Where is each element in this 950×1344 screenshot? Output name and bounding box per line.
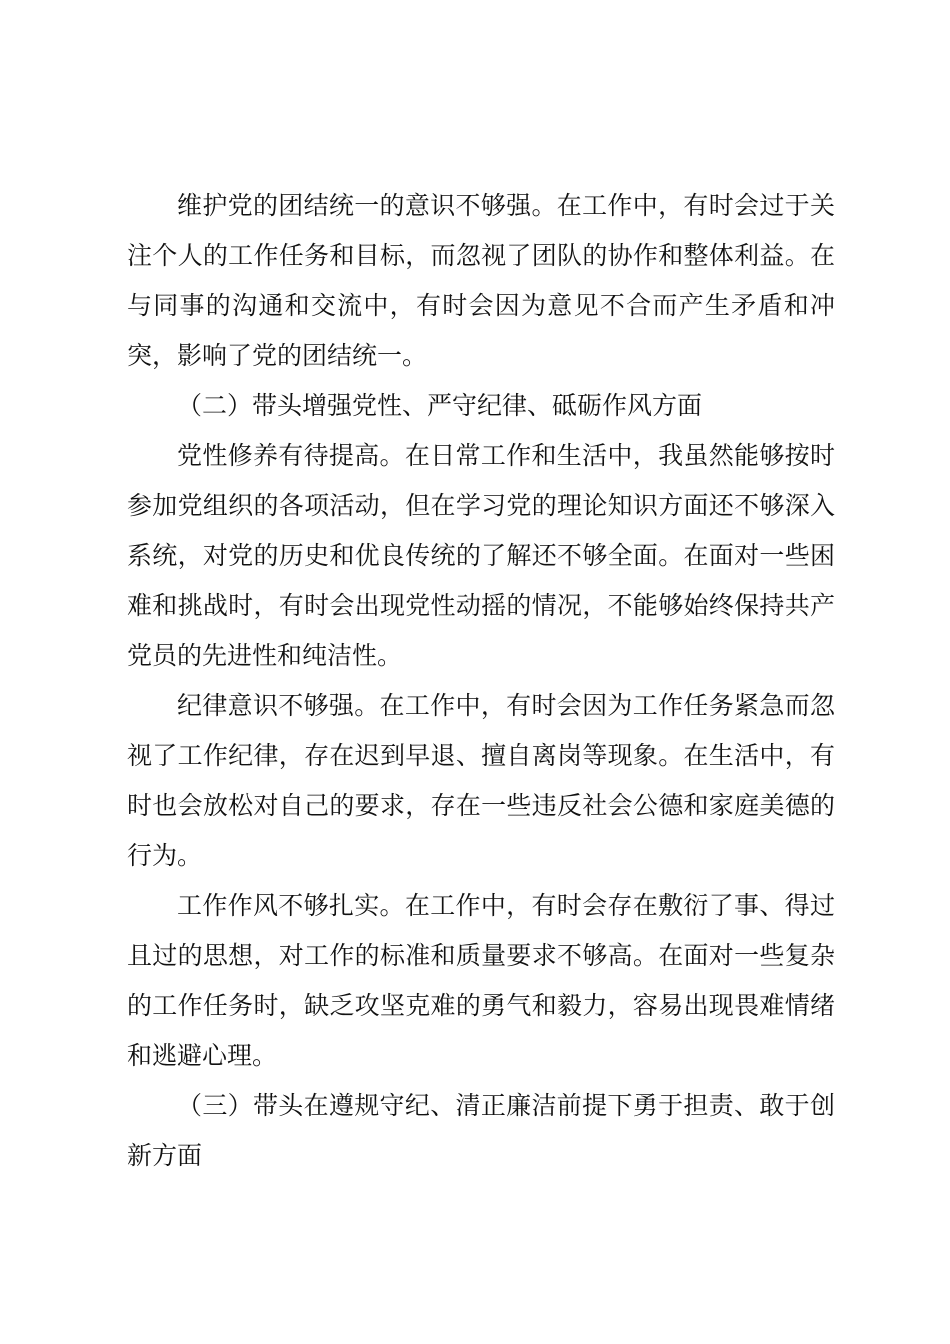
paragraph-party-spirit: 党性修养有待提高。在日常工作和生活中，我虽然能够按时参加党组织的各项活动，但在学习党的理论知识方面还不够深入系统，对党的历史和优良传统的了解还不够全面。在面对一些困难和挑战时，有时会出现党性动摇的情况，不能够始终保持共产党员的先进性和纯洁性。 bbox=[127, 441, 835, 670]
paragraph-discipline: 纪律意识不够强。在工作中，有时会因为工作任务紧急而忽视了工作纪律，存在迟到早退、擅自离岗等现象。在生活中，有时也会放松对自己的要求，存在一些违反社会公德和家庭美德的行为。 bbox=[127, 691, 835, 870]
paragraph-unity-awareness: 维护党的团结统一的意识不够强。在工作中，有时会过于关注个人的工作任务和目标，而忽视了团队的协作和整体利益。在与同事的沟通和交流中，有时会因为意见不合而产生矛盾和冲突，影响了党的团结统一。 bbox=[127, 191, 835, 370]
paragraph-work-style: 工作作风不够扎实。在工作中，有时会存在敷衍了事、得过且过的思想，对工作的标准和质量要求不够高。在面对一些复杂的工作任务时，缺乏攻坚克难的勇气和毅力，容易出现畏难情绪和逃避心理。 bbox=[127, 891, 835, 1070]
document-body bbox=[127, 181, 835, 1181]
section-heading-3: （三）带头在遵规守纪、清正廉洁前提下勇于担责、敢于创新方面 bbox=[127, 1091, 835, 1170]
section-heading-2: （二）带头增强党性、严守纪律、砥砺作风方面 bbox=[177, 391, 703, 420]
